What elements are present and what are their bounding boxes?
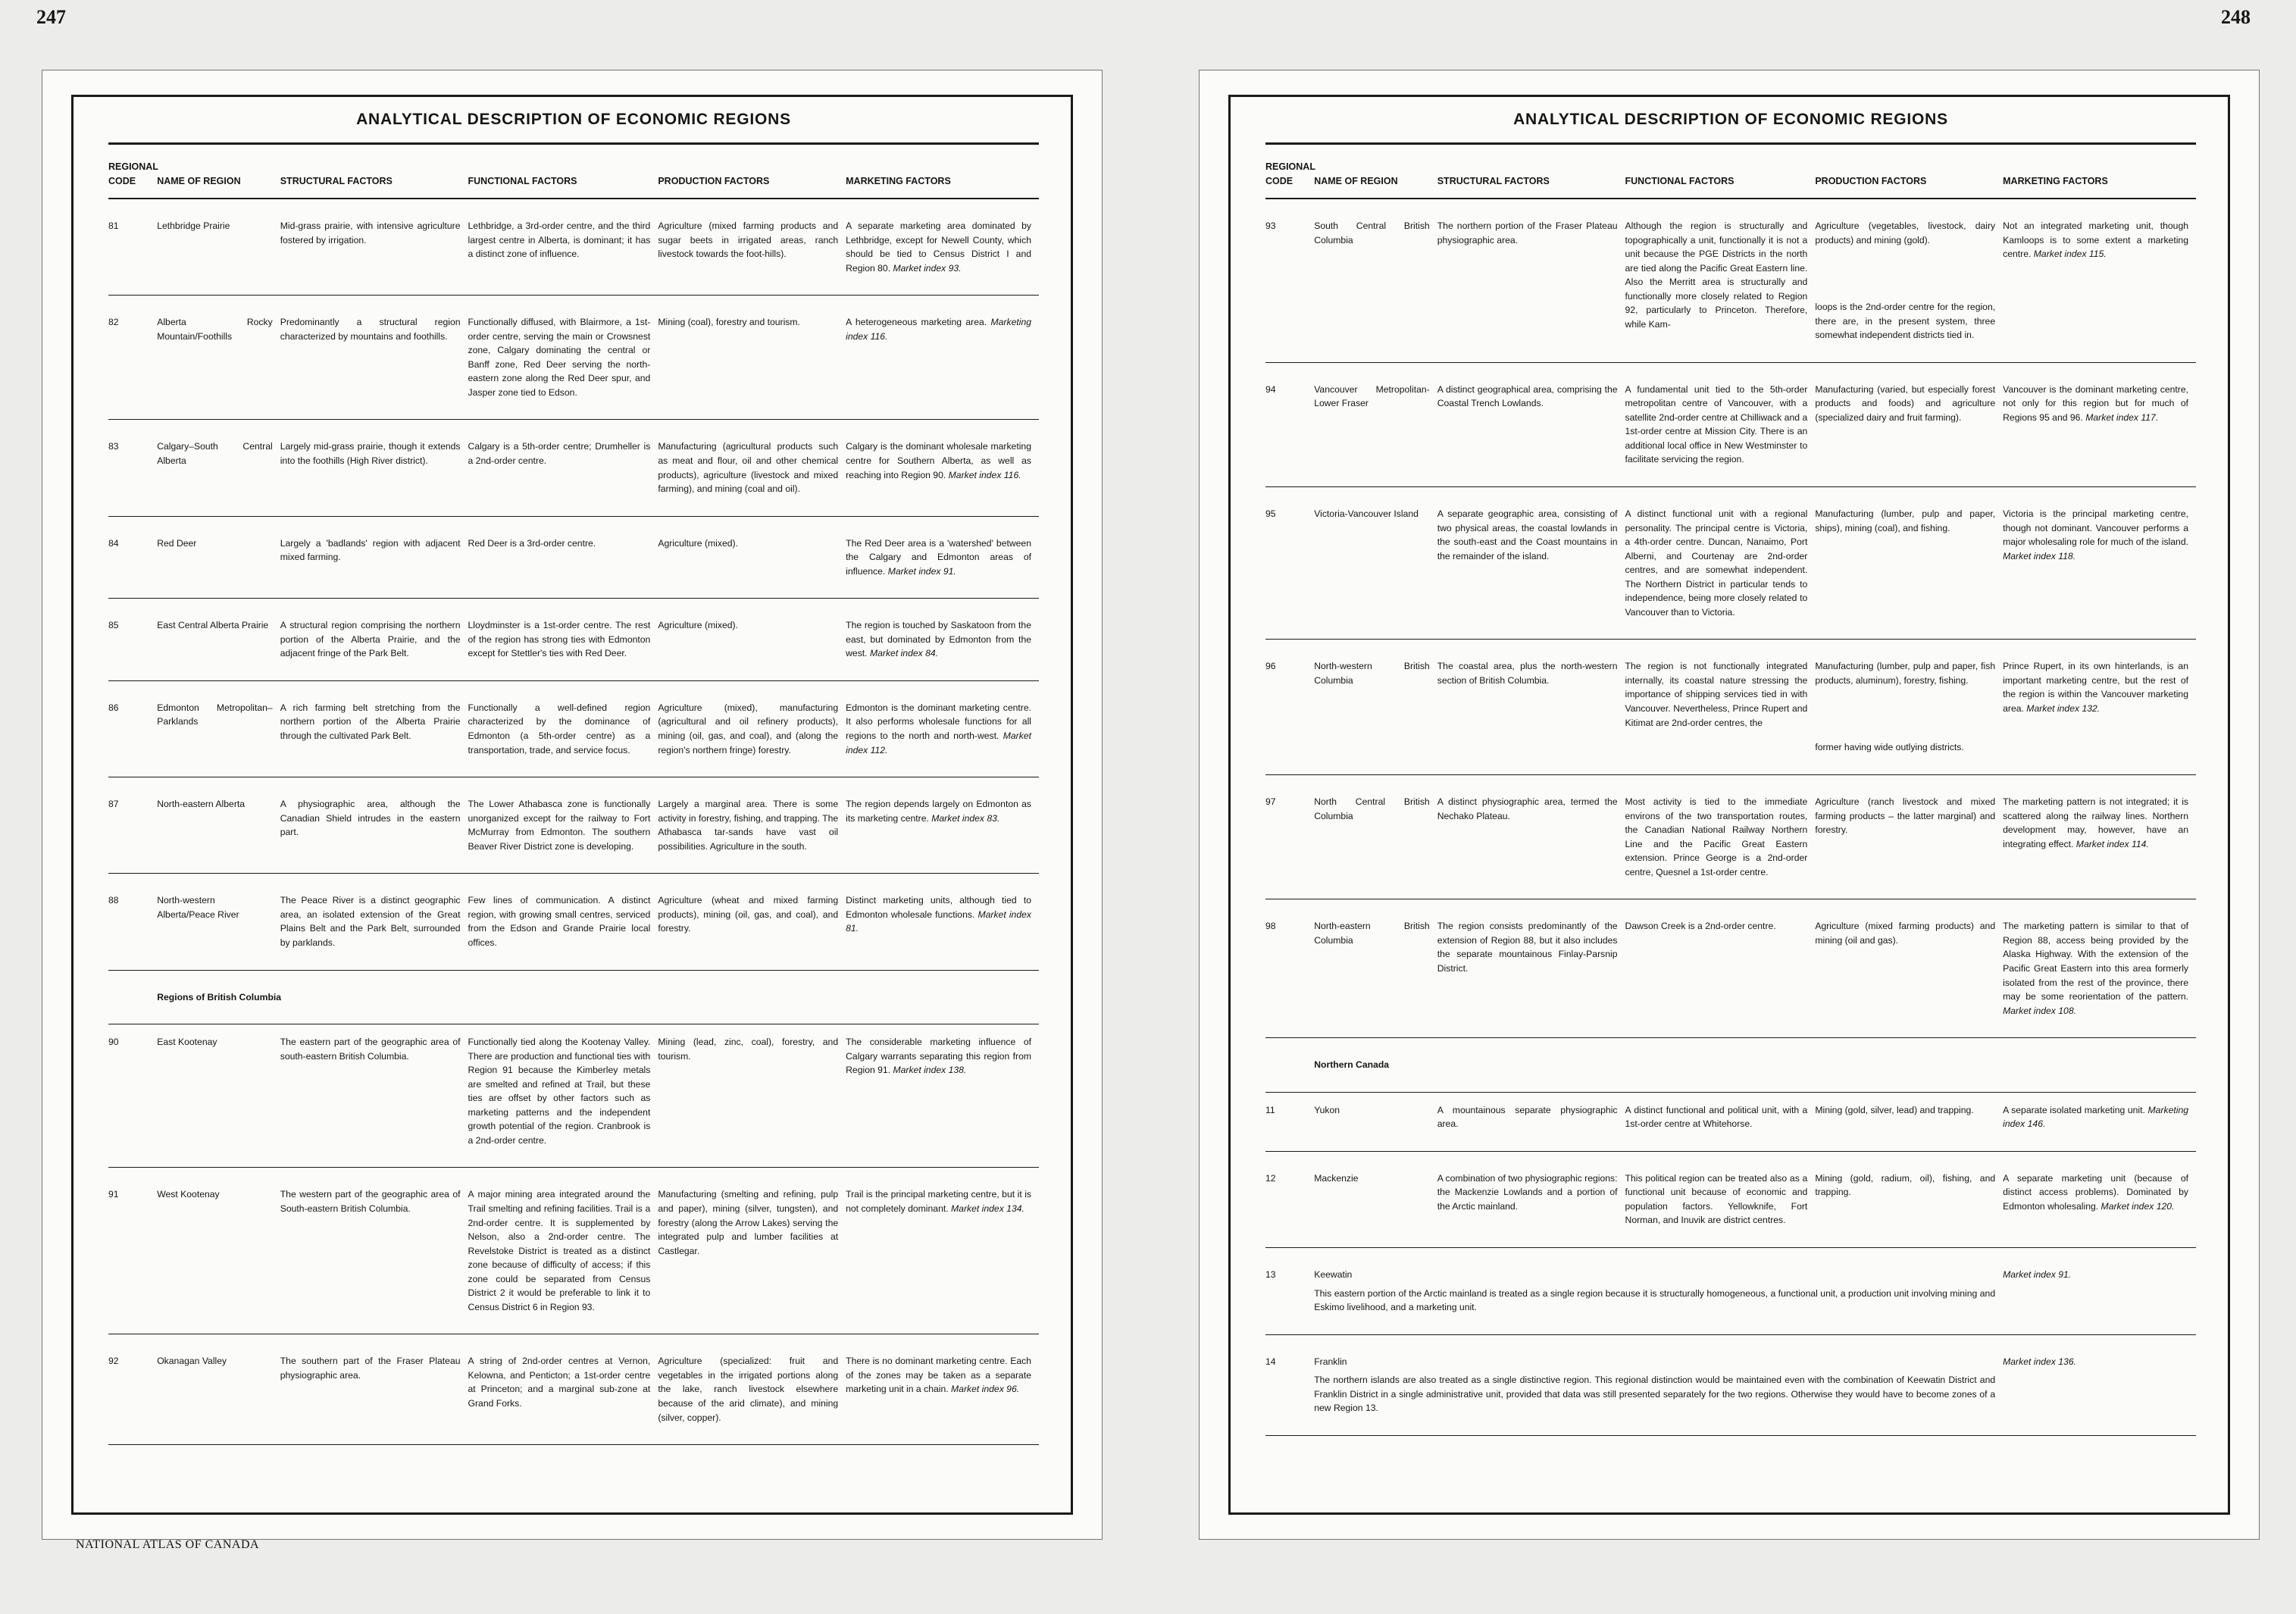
- table-row: [108, 777, 1039, 874]
- production-gap: [1815, 247, 1995, 300]
- table-row: [108, 1024, 1039, 1168]
- region-name: Keewatin: [1314, 1268, 1353, 1280]
- production-text: Mining (gold, radium, oil), fishing, and trapping.: [1815, 1172, 1996, 1198]
- table-row: [1265, 362, 2196, 486]
- table-row: [1265, 199, 2196, 362]
- region-code: 81: [108, 199, 157, 296]
- production-text: Manufacturing (agricultural products such as meat and flour, oil and other chemical products), agriculture (livestock and mixed farming), and mining (coal and oil).: [658, 441, 839, 495]
- region-name: Vancouver Metropolitan-Lower Fraser: [1314, 362, 1437, 486]
- header-name: NAME OF REGION: [1314, 157, 1437, 199]
- marketing-factors: [2003, 199, 2196, 362]
- marketing-text: There is no dominant marketing centre. Each of the zones may be taken as a separate marketing unit in a chain.: [846, 1356, 1031, 1395]
- market-index: Market index 116.: [948, 469, 1021, 480]
- production-factors: [1815, 899, 2003, 1038]
- structural-factors: The region consists predominantly of the extension of Region 88, but it also includes the separate mountainous Finlay-Parsnip District.: [1437, 899, 1625, 1038]
- region-code: 98: [1265, 899, 1314, 1038]
- marketing-text: Calgary is the dominant wholesale marketing centre for Southern Alberta, as well as reaching into Region 90.: [846, 441, 1031, 480]
- header-production: PRODUCTION FACTORS: [658, 157, 846, 199]
- production-text: Manufacturing (varied, but especially forest products and foods) and agriculture (specialized dairy and fruit farming).: [1815, 383, 1996, 423]
- production-text: Agriculture (mixed).: [658, 620, 738, 631]
- marketing-factors: [846, 296, 1039, 420]
- table-row: [1265, 1247, 2196, 1334]
- production-factors: [658, 777, 846, 874]
- region-code: 84: [108, 516, 157, 599]
- region-name: Victoria-Vancouver Island: [1314, 487, 1437, 640]
- marketing-factors: [846, 1334, 1039, 1445]
- structural-factors: A distinct physiographic area, termed the Nechako Plateau.: [1437, 775, 1625, 899]
- region-name: North Central British Columbia: [1314, 775, 1437, 899]
- left-page-frame: [71, 95, 1073, 1515]
- production-factors: [658, 1168, 846, 1334]
- functional-factors: A string of 2nd-order centres at Vernon, Kelowna, and Penticton; a 1st-order centre at Princeton; and a marginal sub-zone at Grand Forks.: [468, 1334, 658, 1445]
- structural-factors: A combination of two physiographic regions: the Mackenzie Lowlands and a portion of the Arctic mainland.: [1437, 1151, 1625, 1247]
- table-row: [108, 1168, 1039, 1334]
- marketing-text: A separate marketing unit (because of distinct access problems). Dominated by Edmonton wholesaling.: [2003, 1172, 2188, 1212]
- production-factors: [658, 1024, 846, 1168]
- table-row: [108, 874, 1039, 970]
- region-name: East Kootenay: [157, 1024, 280, 1168]
- table-row: [108, 516, 1039, 599]
- production-factors: [1815, 1151, 2003, 1247]
- marketing-text: A separate marketing area dominated by Lethbridge, except for Newell County, which should be tied to Census District I and Region 80.: [846, 221, 1031, 274]
- region-code: 87: [108, 777, 157, 874]
- table-row: [108, 680, 1039, 777]
- region-note-cell: [1314, 1334, 2003, 1435]
- structural-factors: The southern part of the Fraser Plateau physiographic area.: [280, 1334, 468, 1445]
- production-text: Mining (lead, zinc, coal), forestry, and tourism.: [658, 1037, 839, 1062]
- table-row: [108, 199, 1039, 296]
- production-text: Agriculture (mixed farming products and sugar beets in irrigated areas, ranch livestock towards the foot-hills).: [658, 221, 839, 260]
- marketing-factors: [846, 516, 1039, 599]
- right-page-number: 248: [2221, 6, 2251, 28]
- region-code: 85: [108, 599, 157, 681]
- table-row: [108, 296, 1039, 420]
- functional-factors: Most activity is tied to the immediate environs of the two transportation routes, the Canadian National Railway Northern Line and the Pacific Great Eastern extension. Prince George is a 2nd-order centre, Quesnel a 1st-order centre.: [1625, 775, 1816, 899]
- functional-factors: Calgary is a 5th-order centre; Drumheller is a 2nd-order centre.: [468, 420, 658, 516]
- region-code: 91: [108, 1168, 157, 1334]
- marketing-factors: [846, 420, 1039, 516]
- section-heading-row: [108, 970, 1039, 1024]
- structural-factors: Largely mid-grass prairie, though it extends into the foothills (High River district).: [280, 420, 468, 516]
- region-note: This eastern portion of the Arctic mainland is treated as a single region because it is structurally homogeneous, a functional unit, a production unit involving mining and Eskimo livelihood, and a marketing unit.: [1314, 1287, 1996, 1313]
- market-index: Market index 134.: [951, 1203, 1024, 1214]
- header-production: PRODUCTION FACTORS: [1815, 157, 2003, 199]
- structural-factors: The western part of the geographic area of South-eastern British Columbia.: [280, 1168, 468, 1334]
- functional-factors: The region is not functionally integrated internally, its coastal nature stressing the importance of shipping services tied in with Vancouver. Nevertheless, Prince Rupert and Kitimat are 2nd-order centres, the: [1625, 640, 1816, 775]
- region-code: 14: [1265, 1334, 1314, 1435]
- functional-factors: A distinct functional and political unit, with a 1st-order centre at Whitehorse.: [1625, 1092, 1816, 1151]
- header-structural: STRUCTURAL FACTORS: [1437, 157, 1625, 199]
- production-text: Manufacturing (lumber, pulp and paper, fish products, aluminum), forestry, fishing.: [1815, 661, 1996, 686]
- functional-factors: Dawson Creek is a 2nd-order centre.: [1625, 899, 1816, 1038]
- header-functional: FUNCTIONAL FACTORS: [1625, 157, 1816, 199]
- region-code: 83: [108, 420, 157, 516]
- region-code: 11: [1265, 1092, 1314, 1151]
- structural-factors: A mountainous separate physiographic area.: [1437, 1092, 1625, 1151]
- production-text: Largely a marginal area. There is some activity in forestry, fishing, and trapping. The Athabasca tar-sands have vast oil possibilities. Agriculture in the south.: [658, 799, 839, 852]
- market-index: Market index 114.: [2075, 838, 2149, 849]
- marketing-factors: [846, 1168, 1039, 1334]
- region-name: Alberta Rocky Mountain/Foothills: [157, 296, 280, 420]
- region-note: The northern islands are also treated as a single distinctive region. This regional distinction would be maintained even with the combination of Keewatin District and Franklin District in a single administrative unit, provided that data was still presented separately for the two regions. Otherwise they would have to become zones of a new Region 13.: [1314, 1375, 1996, 1414]
- production-factors: [658, 296, 846, 420]
- marketing-text: The considerable marketing influence of Calgary warrants separating this region from Region 91.: [846, 1037, 1031, 1076]
- header-marketing: MARKETING FACTORS: [846, 157, 1039, 199]
- marketing-factors: [2003, 487, 2196, 640]
- table-row: [1265, 640, 2196, 775]
- region-name: South Central British Columbia: [1314, 199, 1437, 362]
- market-index: Market index 91.: [887, 565, 956, 577]
- region-code: 90: [108, 1024, 157, 1168]
- production-text: Agriculture (mixed), manufacturing (agricultural and oil refinery products), mining (oil, gas, and coal), and (along the region's northern fringe) forestry.: [658, 702, 839, 755]
- production-factors: [658, 874, 846, 970]
- functional-factors: Although the region is structurally and topographically a unit, functionally it is not a unit because the PGE Districts in the north are tied along the Pacific Great Eastern line. Also the Merritt area is structurally and functionally more closely related to Region 92, particularly to Princeton. Therefore, while Kam-: [1625, 199, 1816, 362]
- marketing-text: A separate isolated marketing unit.: [2003, 1104, 2145, 1115]
- right-page-title: ANALYTICAL DESCRIPTION OF ECONOMIC REGIONS: [1265, 111, 2196, 145]
- market-index: Market index 83.: [931, 812, 1000, 824]
- marketing-text: The marketing pattern is similar to that of Region 88, access being provided by the Alaska Highway. With the extension of the Pacific Great Eastern into this area formerly isolated from the rest of the province, there may be some reorientation of the pattern.: [2003, 921, 2188, 1002]
- marketing-text: A heterogeneous marketing area.: [846, 317, 987, 328]
- region-name: West Kootenay: [157, 1168, 280, 1334]
- production-factors: [1815, 775, 2003, 899]
- production-factors: [1815, 640, 2003, 775]
- structural-factors: The coastal area, plus the north-western section of British Columbia.: [1437, 640, 1625, 775]
- market-index: Market index 120.: [2100, 1200, 2175, 1212]
- structural-factors: A separate geographic area, consisting of two physical areas, the coastal lowlands in the south-east and the Coast mountains in the remainder of the island.: [1437, 487, 1625, 640]
- structural-factors: The Peace River is a distinct geographic area, an isolated extension of the Great Plains Belt and the Park Belt, surrounded by parklands.: [280, 874, 468, 970]
- production-factors: [658, 1334, 846, 1445]
- market-index: Market index 91.: [2003, 1268, 2072, 1280]
- structural-factors: Mid-grass prairie, with intensive agriculture fostered by irrigation.: [280, 199, 468, 296]
- table-row: [108, 599, 1039, 681]
- marketing-text: The Red Deer area is a 'watershed' between the Calgary and Edmonton areas of influence.: [846, 537, 1031, 577]
- marketing-factors: [2003, 1092, 2196, 1151]
- production-text: Mining (gold, silver, lead) and trapping.: [1815, 1104, 1974, 1115]
- marketing-factors: [2003, 640, 2196, 775]
- section-heading: Regions of British Columbia: [157, 970, 1039, 1024]
- region-name: Yukon: [1314, 1092, 1437, 1151]
- market-index: Market index 138.: [893, 1065, 967, 1076]
- header-code: REGIONAL CODE: [108, 157, 157, 199]
- table-row: [1265, 1092, 2196, 1151]
- marketing-factors: [846, 874, 1039, 970]
- region-code: 82: [108, 296, 157, 420]
- table-row: [108, 420, 1039, 516]
- marketing-text: Trail is the principal marketing centre, but it is not completely dominant.: [846, 1189, 1031, 1214]
- structural-factors: The northern portion of the Fraser Plateau physiographic area.: [1437, 199, 1625, 362]
- region-name: North-eastern Alberta: [157, 777, 280, 874]
- section-heading: Northern Canada: [1314, 1038, 2196, 1093]
- market-index: Market index 118.: [2003, 550, 2076, 561]
- marketing-factors: [2003, 775, 2196, 899]
- functional-factors: Few lines of communication. A distinct region, with growing small centres, serviced from the Edson and Grande Prairie local offices.: [468, 874, 658, 970]
- left-regions-table: [108, 157, 1039, 1445]
- marketing-factors: [846, 1024, 1039, 1168]
- structural-factors: Largely a 'badlands' region with adjacent mixed farming.: [280, 516, 468, 599]
- production-factors: [1815, 362, 2003, 486]
- production-factors: [1815, 199, 2003, 362]
- market-index: Market index 84.: [869, 648, 939, 659]
- production-factors: [658, 680, 846, 777]
- region-name: Edmonton Metropolitan–Parklands: [157, 680, 280, 777]
- region-code: 88: [108, 874, 157, 970]
- production-factors: [658, 199, 846, 296]
- right-page-frame: [1228, 95, 2230, 1515]
- market-index: Market index 136.: [2003, 1356, 2077, 1367]
- header-code: REGIONAL CODE: [1265, 157, 1314, 199]
- region-code: 12: [1265, 1151, 1314, 1247]
- functional-factors: This political region can be treated also as a functional unit because of economic and population factors. Yellowknife, Fort Norman, and Inuvik are district centres.: [1625, 1151, 1816, 1247]
- production-text: Agriculture (vegetables, livestock, dairy products) and mining (gold).: [1815, 221, 1996, 246]
- region-code: 86: [108, 680, 157, 777]
- region-code: 97: [1265, 775, 1314, 899]
- production-text: Manufacturing (smelting and refining, pulp and paper), mining (silver, tungsten), and forestry (along the Arrow Lakes) serving the integrated pulp and lumber facilities at Castlegar.: [658, 1189, 839, 1256]
- market-index: Market index 96.: [951, 1384, 1020, 1395]
- functional-factors: Lloydminster is a 1st-order centre. The rest of the region has strong ties with Edmonton except for Stettler's ties with Red Deer.: [468, 599, 658, 681]
- header-marketing: MARKETING FACTORS: [2003, 157, 2196, 199]
- structural-factors: A distinct geographical area, comprising the Coastal Trench Lowlands.: [1437, 362, 1625, 486]
- market-index: Market index 117.: [2085, 411, 2159, 423]
- table-row: [108, 1334, 1039, 1445]
- region-code: 93: [1265, 199, 1314, 362]
- header-functional: FUNCTIONAL FACTORS: [468, 157, 658, 199]
- region-name: Okanagan Valley: [157, 1334, 280, 1445]
- functional-factors: Red Deer is a 3rd-order centre.: [468, 516, 658, 599]
- functional-factors: A fundamental unit tied to the 5th-order metropolitan centre of Vancouver, with a satellite 2nd-order centre at Chilliwack and a 1st-order centre at Mission City. There is an additional local office in New Westminster to facilitate servicing the region.: [1625, 362, 1816, 486]
- table-row: [1265, 1151, 2196, 1247]
- production-factors: [658, 420, 846, 516]
- marketing-factors: [2003, 1247, 2196, 1334]
- production-factors: [658, 599, 846, 681]
- production-gap: [1815, 687, 1995, 740]
- functional-factors: A distinct functional unit with a regional personality. The principal centre is Victoria, a 4th-order centre. Duncan, Nanaimo, Port Alberni, and Courtenay are 2nd-order centres, and are somewhat independent. The Northern District in particular tends to independence, being more closely related to Vancouver than to Victoria.: [1625, 487, 1816, 640]
- table-row: [1265, 899, 2196, 1038]
- market-index: Market index 112.: [846, 730, 1031, 755]
- functional-factors: Lethbridge, a 3rd-order centre, and the third largest centre in Alberta, is dominant; it has a distinct zone of influence.: [468, 199, 658, 296]
- atlas-footer: NATIONAL ATLAS OF CANADA: [76, 1538, 260, 1551]
- right-page: [1199, 70, 2260, 1540]
- header-name: NAME OF REGION: [157, 157, 280, 199]
- functional-factors: Functionally a well-defined region characterized by the dominance of Edmonton (a 5th-order centre) as a transportation, trade, and service focus.: [468, 680, 658, 777]
- marketing-text: Vancouver is the dominant marketing centre, not only for this region but for much of Regions 95 and 96.: [2003, 383, 2188, 423]
- production-text: Agriculture (wheat and mixed farming products), mining (oil, gas, and coal), and forestry.: [658, 895, 839, 934]
- marketing-text: The region is touched by Saskatoon from the east, but dominated by Edmonton from the west.: [846, 620, 1031, 659]
- region-name: Calgary–South Central Alberta: [157, 420, 280, 516]
- marketing-factors: [846, 599, 1039, 681]
- production-continuation: former having wide outlying districts.: [1815, 742, 1964, 753]
- marketing-text: Edmonton is the dominant marketing centre. It also performs wholesale functions for all regions to the north and north-west.: [846, 702, 1031, 742]
- production-text: Agriculture (mixed farming products) and mining (oil and gas).: [1815, 921, 1996, 946]
- region-name: Red Deer: [157, 516, 280, 599]
- table-row: [1265, 1334, 2196, 1435]
- functional-factors: The Lower Athabasca zone is functionally unorganized except for the railway to Fort McMurray from Edmonton. The southern Beaver River District zone is developing.: [468, 777, 658, 874]
- production-text: Manufacturing (lumber, pulp and paper, ships), mining (coal), and fishing.: [1815, 508, 1996, 533]
- region-name: East Central Alberta Prairie: [157, 599, 280, 681]
- marketing-factors: [2003, 899, 2196, 1038]
- production-text: Agriculture (mixed).: [658, 537, 738, 549]
- region-name: Lethbridge Prairie: [157, 199, 280, 296]
- right-regions-table: [1265, 157, 2196, 1436]
- structural-factors: A structural region comprising the northern portion of the Alberta Prairie, and the adjacent fringe of the Park Belt.: [280, 599, 468, 681]
- market-index: Market index 132.: [2026, 703, 2100, 715]
- market-index: Market index 108.: [2003, 1005, 2077, 1016]
- marketing-factors: [2003, 1151, 2196, 1247]
- structural-factors: A rich farming belt stretching from the northern portion of the Alberta Prairie through the cultivated Park Belt.: [280, 680, 468, 777]
- heading-spacer: [108, 970, 157, 1024]
- left-page-number: 247: [36, 6, 66, 28]
- region-name: North-western British Columbia: [1314, 640, 1437, 775]
- section-heading-row: [1265, 1038, 2196, 1093]
- production-text: Mining (coal), forestry and tourism.: [658, 317, 800, 328]
- heading-spacer: [1265, 1038, 1314, 1093]
- marketing-text: Victoria is the principal marketing centre, though not dominant. Vancouver performs a major wholesaling role for much of the island.: [2003, 508, 2188, 548]
- marketing-text: The marketing pattern is not integrated; it is scattered along the railway lines. Northern development may, however, have an integrating effect.: [2003, 796, 2188, 849]
- production-factors: [658, 516, 846, 599]
- market-index: Market index 93.: [893, 262, 962, 274]
- production-factors: [1815, 1092, 2003, 1151]
- market-index: Market index 81.: [846, 909, 1031, 934]
- functional-factors: Functionally diffused, with Blairmore, a 1st-order centre, serving the main or Crowsnest zone, Calgary dominating the central or Banff zone, Red Deer serving the north-eastern zone along the Red Deer spur, and Jasper zone tied to Edson.: [468, 296, 658, 420]
- marketing-factors: [2003, 362, 2196, 486]
- production-text: Agriculture (ranch livestock and mixed farming products – the latter marginal) and forestry.: [1815, 796, 1996, 836]
- region-name: North-eastern British Columbia: [1314, 899, 1437, 1038]
- marketing-factors: [2003, 1334, 2196, 1435]
- marketing-text: The region depends largely on Edmonton as its marketing centre.: [846, 799, 1031, 824]
- marketing-factors: [846, 199, 1039, 296]
- functional-factors: A major mining area integrated around the Trail smelting and refining facilities. Trail is a 2nd-order centre. It is supplemented by Nelson, also a 2nd-order centre. The Revelstoke District is treated as a distinct zone because of difficulty of access; if this zone could be separated from Census District 2 it would be preferable to link it to Census District 6 in Region 93.: [468, 1168, 658, 1334]
- production-factors: [1815, 487, 2003, 640]
- marketing-factors: [846, 680, 1039, 777]
- market-index: Market index 115.: [2033, 249, 2107, 260]
- left-page: [42, 70, 1103, 1540]
- structural-factors: Predominantly a structural region characterized by mountains and foothills.: [280, 296, 468, 420]
- region-code: 94: [1265, 362, 1314, 486]
- production-text: Agriculture (specialized: fruit and vegetables in the irrigated portions along the lake, ranch livestock elsewhere because of the arid climate), and mining (silver, copper).: [658, 1356, 839, 1423]
- marketing-text: Not an integrated marketing unit, though Kamloops is to some extent a marketing centre.: [2003, 221, 2188, 260]
- table-row: [1265, 487, 2196, 640]
- marketing-factors: [846, 777, 1039, 874]
- region-code: 96: [1265, 640, 1314, 775]
- region-name: Mackenzie: [1314, 1151, 1437, 1247]
- left-page-title: ANALYTICAL DESCRIPTION OF ECONOMIC REGIONS: [108, 111, 1039, 145]
- structural-factors: A physiographic area, although the Canadian Shield intrudes in the eastern part.: [280, 777, 468, 874]
- region-code: 92: [108, 1334, 157, 1445]
- market-index: Marketing index 146.: [2003, 1104, 2189, 1130]
- header-structural: STRUCTURAL FACTORS: [280, 157, 468, 199]
- production-continuation: loops is the 2nd-order centre for the region, there are, in the present system, three somewhat independent districts tied in.: [1815, 302, 1996, 341]
- functional-factors: Functionally tied along the Kootenay Valley. There are production and functional ties with Region 91 because the Kimberley metals are smelted and refined at Trail, but these ties are offset by other factors such as marketing patterns and the independent growth potential of the region. Cranbrook is a 2nd-order centre.: [468, 1024, 658, 1168]
- marketing-text: Prince Rupert, in its own hinterlands, is an important marketing centre, but the rest of the region is within the Vancouver marketing area.: [2003, 661, 2188, 715]
- region-code: 13: [1265, 1247, 1314, 1334]
- marketing-text: Distinct marketing units, although tied to Edmonton wholesale functions.: [846, 895, 1031, 920]
- region-name: Franklin: [1314, 1356, 1347, 1367]
- region-name: North-western Alberta/Peace River: [157, 874, 280, 970]
- region-code: 95: [1265, 487, 1314, 640]
- market-index: Marketing index 116.: [846, 317, 1031, 342]
- region-note-cell: [1314, 1247, 2003, 1334]
- table-row: [1265, 775, 2196, 899]
- structural-factors: The eastern part of the geographic area of south-eastern British Columbia.: [280, 1024, 468, 1168]
